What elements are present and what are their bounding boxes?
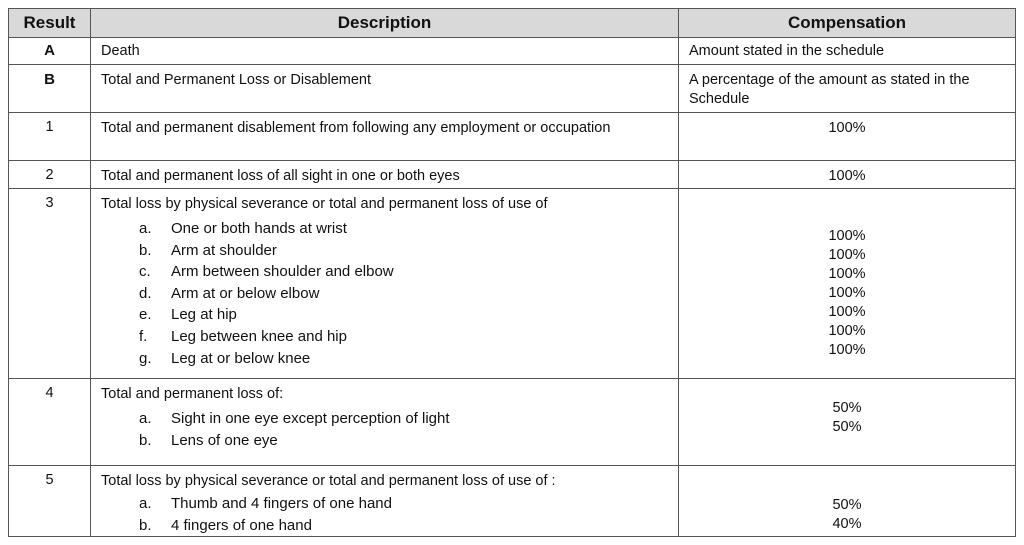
result-cell: 1 — [9, 113, 91, 161]
sub-item-letter: a. — [139, 495, 152, 512]
compensation-cell — [679, 189, 1016, 379]
compensation-values — [689, 195, 1005, 360]
compensation-value: 100% — [828, 342, 866, 358]
result-cell: B — [9, 65, 91, 113]
sub-item-text: Arm at shoulder — [171, 241, 277, 259]
sub-item — [139, 408, 668, 430]
sub-item-list — [101, 493, 668, 536]
result-cell: 5 — [9, 466, 91, 537]
compensation-cell: 100% — [679, 161, 1016, 189]
sub-item-text: One or both hands at wrist — [171, 220, 347, 237]
compensation-value: 100% — [828, 247, 866, 263]
compensation-value: 50% — [832, 497, 862, 513]
table-row — [9, 113, 1016, 161]
compensation-value: 100% — [828, 323, 866, 339]
table-row — [9, 379, 1016, 466]
sub-item — [139, 326, 668, 348]
sub-item-letter: b. — [139, 241, 152, 259]
description-text: Total and permanent loss of: — [101, 386, 284, 402]
sub-item-letter: a. — [139, 410, 152, 427]
sub-item-text: Leg between knee and hip — [171, 327, 347, 345]
sub-item-letter: a. — [139, 220, 152, 237]
compensation-value: 100% — [828, 228, 866, 244]
compensation-value: 50% — [832, 419, 862, 435]
description-cell — [91, 466, 679, 537]
description-cell: Total and permanent loss of all sight in one or both eyes — [91, 161, 679, 189]
description-cell: Total and Permanent Loss or Disablement — [91, 65, 679, 113]
sub-item-letter: e. — [139, 306, 152, 324]
result-cell: 2 — [9, 161, 91, 189]
sub-item-letter: d. — [139, 284, 152, 302]
sub-item — [139, 430, 668, 452]
sub-item — [139, 515, 668, 537]
compensation-cell — [679, 466, 1016, 537]
description-cell — [91, 379, 679, 466]
compensation-values — [689, 385, 1005, 437]
sub-item-letter: b. — [139, 516, 152, 534]
header-compensation: Compensation — [679, 9, 1016, 38]
sub-item — [139, 283, 668, 305]
sub-item-letter: f. — [139, 327, 148, 345]
result-cell: 3 — [9, 189, 91, 379]
table-row — [9, 161, 1016, 189]
description-cell: Death — [91, 38, 679, 65]
compensation-cell: 100% — [679, 113, 1016, 161]
sub-item — [139, 304, 668, 326]
sub-item-text: Thumb and 4 fingers of one hand — [171, 495, 392, 512]
compensation-value: 100% — [828, 266, 866, 282]
result-cell: 4 — [9, 379, 91, 466]
sub-item — [139, 240, 668, 262]
sub-item-list — [101, 218, 668, 369]
compensation-cell: A percentage of the amount as stated in the Schedule — [679, 65, 1016, 113]
table-row — [9, 38, 1016, 65]
compensation-cell — [679, 379, 1016, 466]
compensation-value: 40% — [832, 516, 862, 532]
sub-item — [139, 218, 668, 240]
sub-item-text: 4 fingers of one hand — [171, 516, 312, 534]
sub-item-text: Leg at or below knee — [171, 349, 311, 367]
description-cell — [91, 189, 679, 379]
sub-item-list — [101, 408, 668, 451]
compensation-value: 100% — [828, 285, 866, 301]
sub-item-text: Leg at hip — [171, 306, 237, 324]
compensation-value: 50% — [832, 400, 862, 416]
description-text: Total loss by physical severance or total and permanent loss of use of : — [101, 473, 556, 489]
compensation-values — [689, 472, 1005, 534]
sub-item-letter: g. — [139, 349, 152, 367]
sub-item-text: Sight in one eye except perception of light — [171, 410, 450, 427]
table-row — [9, 466, 1016, 537]
sub-item-letter: b. — [139, 431, 152, 449]
sub-item-text: Arm between shoulder and elbow — [171, 263, 394, 281]
compensation-table — [8, 8, 1016, 537]
header-row — [9, 9, 1016, 38]
description-cell: Total and permanent disablement from following any employment or occupation — [91, 113, 679, 161]
table-row — [9, 65, 1016, 113]
sub-item — [139, 493, 668, 515]
sub-item-text: Arm at or below elbow — [171, 284, 320, 302]
description-text: Total loss by physical severance or total and permanent loss of use of — [101, 196, 548, 212]
sub-item-text: Lens of one eye — [171, 431, 278, 449]
compensation-value: 100% — [828, 304, 866, 320]
result-cell: A — [9, 38, 91, 65]
header-description: Description — [91, 9, 679, 38]
table-row — [9, 189, 1016, 379]
sub-item-letter: c. — [139, 263, 151, 281]
compensation-cell: Amount stated in the schedule — [679, 38, 1016, 65]
sub-item — [139, 261, 668, 283]
sub-item — [139, 348, 668, 370]
header-result: Result — [9, 9, 91, 38]
